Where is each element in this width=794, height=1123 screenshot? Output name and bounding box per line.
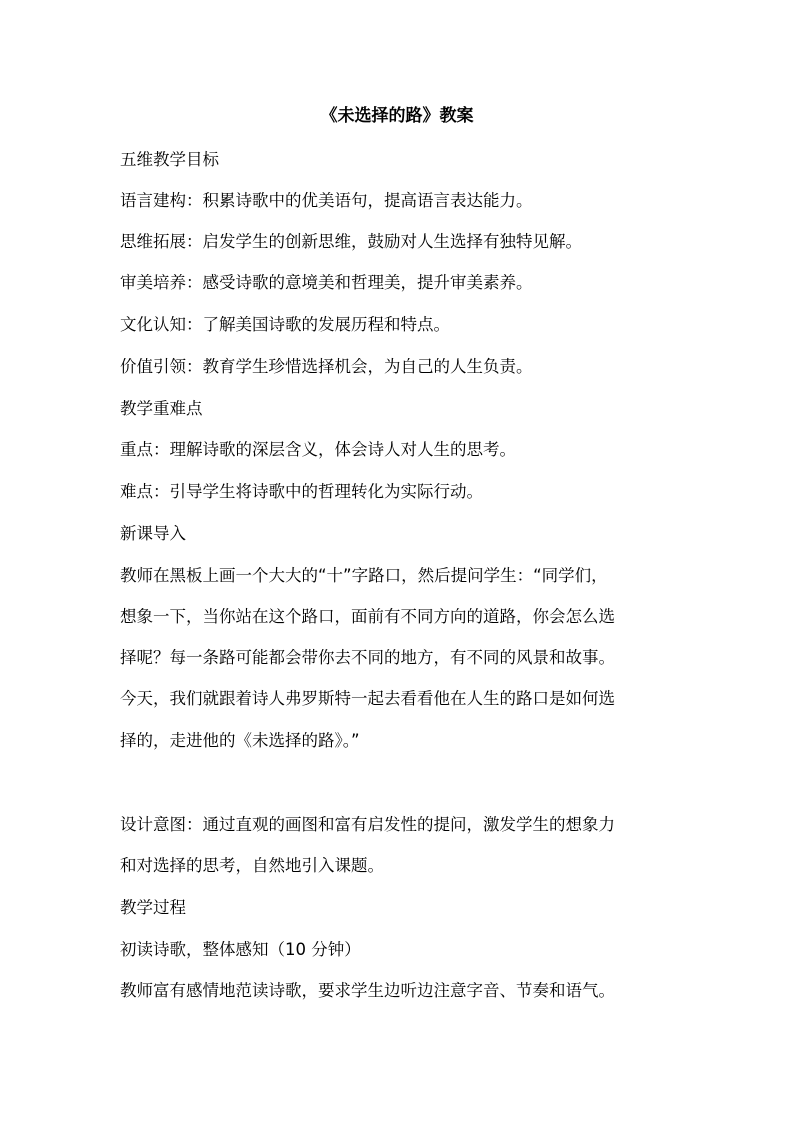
- goal-language: 语言建构：积累诗歌中的优美语句，提高语言表达能力。: [120, 191, 533, 210]
- key-point: 重点：理解诗歌的深层含义，体会诗人对人生的思考。: [120, 440, 516, 459]
- goal-culture: 文化认知：了解美国诗歌的发展历程和特点。: [120, 315, 450, 334]
- intro-heading: 新课导入: [120, 524, 186, 543]
- intro-line: 教师在黑板上画一个大大的“十”字路口，然后提问学生：“同学们，: [120, 566, 608, 585]
- intro-line: 择的，走进他的《未选择的路》。”: [120, 731, 360, 750]
- first-reading-text: 教师富有感情地范读诗歌，要求学生边听边注意字音、节奏和语气。: [120, 981, 615, 1000]
- goals-heading: 五维教学目标: [120, 150, 219, 169]
- goal-thinking: 思维拓展：启发学生的创新思维，鼓励对人生选择有独特见解。: [120, 232, 582, 251]
- process-heading: 教学过程: [120, 898, 186, 917]
- design-intent-line: 和对选择的思考，自然地引入课题。: [120, 856, 384, 875]
- intro-line: 想象一下，当你站在这个路口，面前有不同方向的道路，你会怎么选: [120, 607, 615, 626]
- intro-line: 择呢？每一条路可能都会带你去不同的地方，有不同的风景和故事。: [120, 648, 615, 667]
- key-points-heading: 教学重难点: [120, 399, 203, 418]
- first-reading-heading: 初读诗歌，整体感知（10 分钟）: [120, 940, 361, 959]
- difficult-point: 难点：引导学生将诗歌中的哲理转化为实际行动。: [120, 482, 483, 501]
- intro-line: 今天，我们就跟着诗人弗罗斯特一起去看看他在人生的路口是如何选: [120, 689, 615, 708]
- document-title: 《未选择的路》教案: [320, 106, 474, 126]
- goal-aesthetic: 审美培养：感受诗歌的意境美和哲理美，提升审美素养。: [120, 273, 533, 292]
- goal-value: 价值引领：教育学生珍惜选择机会，为自己的人生负责。: [120, 357, 533, 376]
- design-intent-line: 设计意图：通过直观的画图和富有启发性的提问，激发学生的想象力: [120, 815, 615, 834]
